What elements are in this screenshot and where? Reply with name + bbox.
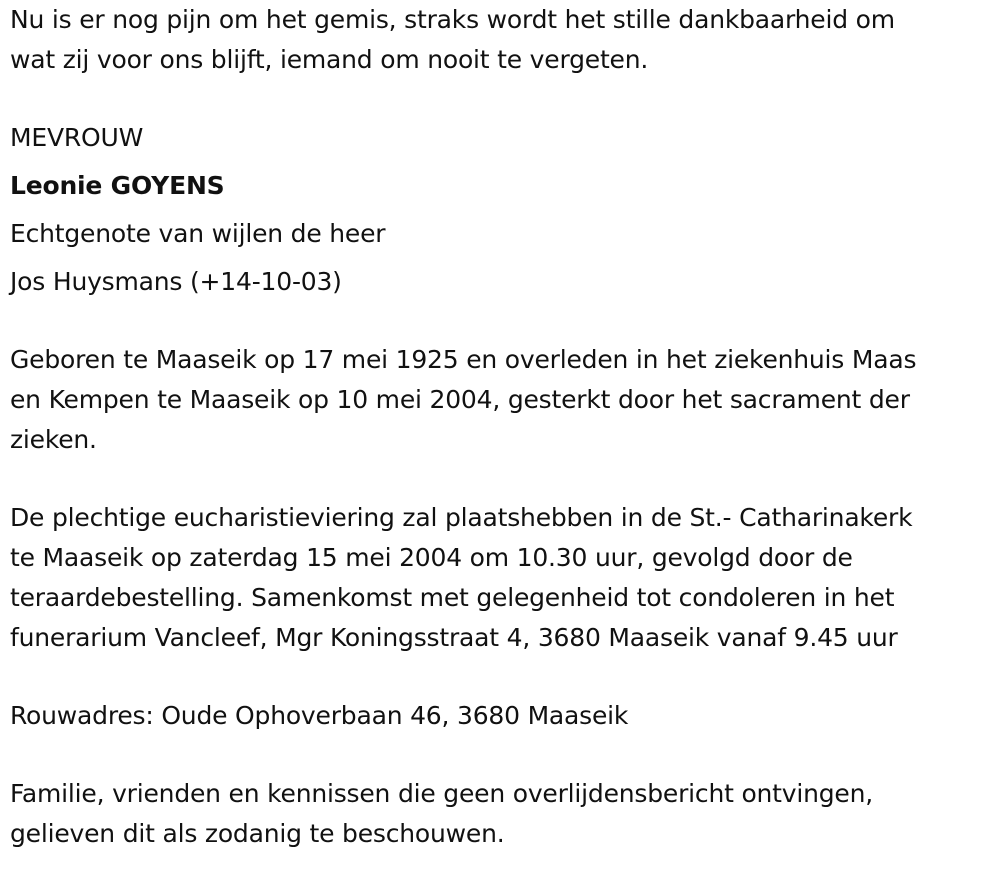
quote-paragraph [10, 0, 995, 80]
mourning-address: Rouwadres: Oude Ophoverbaan 46, 3680 Maaseik [10, 701, 629, 730]
closing-line: Familie, vrienden en kennissen die geen overlijdensbericht ontvingen, [10, 779, 874, 808]
birth-death-line: zieken. [10, 425, 97, 454]
paragraph-spacer [10, 736, 995, 774]
quote-line: wat zij voor ons blijft, iemand om nooit te vergeten. [10, 45, 649, 74]
closing-paragraph [10, 774, 995, 854]
paragraph-spacer [10, 80, 995, 118]
birth-death-line: Geboren te Maaseik op 17 mei 1925 en overleden in het ziekenhuis Maas [10, 345, 917, 374]
quote-line: Nu is er nog pijn om het gemis, straks wordt het stille dankbaarheid om [10, 5, 895, 34]
obituary-document [10, 0, 995, 854]
ceremony-line: te Maaseik op zaterdag 15 mei 2004 om 10.30 uur, gevolgd door de [10, 543, 853, 572]
person-title: MEVROUW [10, 123, 144, 152]
paragraph-spacer [10, 658, 995, 696]
person-name: Leonie GOYENS [10, 171, 225, 200]
birth-death-line: en Kempen te Maaseik op 10 mei 2004, gesterkt door het sacrament der [10, 385, 910, 414]
person-relation: Echtgenote van wijlen de heer [10, 219, 386, 248]
paragraph-spacer [10, 302, 995, 340]
ceremony-line: funerarium Vancleef, Mgr Koningsstraat 4, 3680 Maaseik vanaf 9.45 uur [10, 623, 898, 652]
person-block [10, 118, 995, 302]
ceremony-line: De plechtige eucharistieviering zal plaatshebben in de St.- Catharinakerk [10, 503, 913, 532]
ceremony-line: teraardebestelling. Samenkomst met gelegenheid tot condoleren in het [10, 583, 895, 612]
address-paragraph [10, 696, 995, 736]
person-relation: Jos Huysmans (+14-10-03) [10, 267, 342, 296]
birth-death-paragraph [10, 340, 995, 460]
paragraph-spacer [10, 460, 995, 498]
ceremony-paragraph [10, 498, 995, 658]
closing-line: gelieven dit als zodanig te beschouwen. [10, 819, 505, 848]
